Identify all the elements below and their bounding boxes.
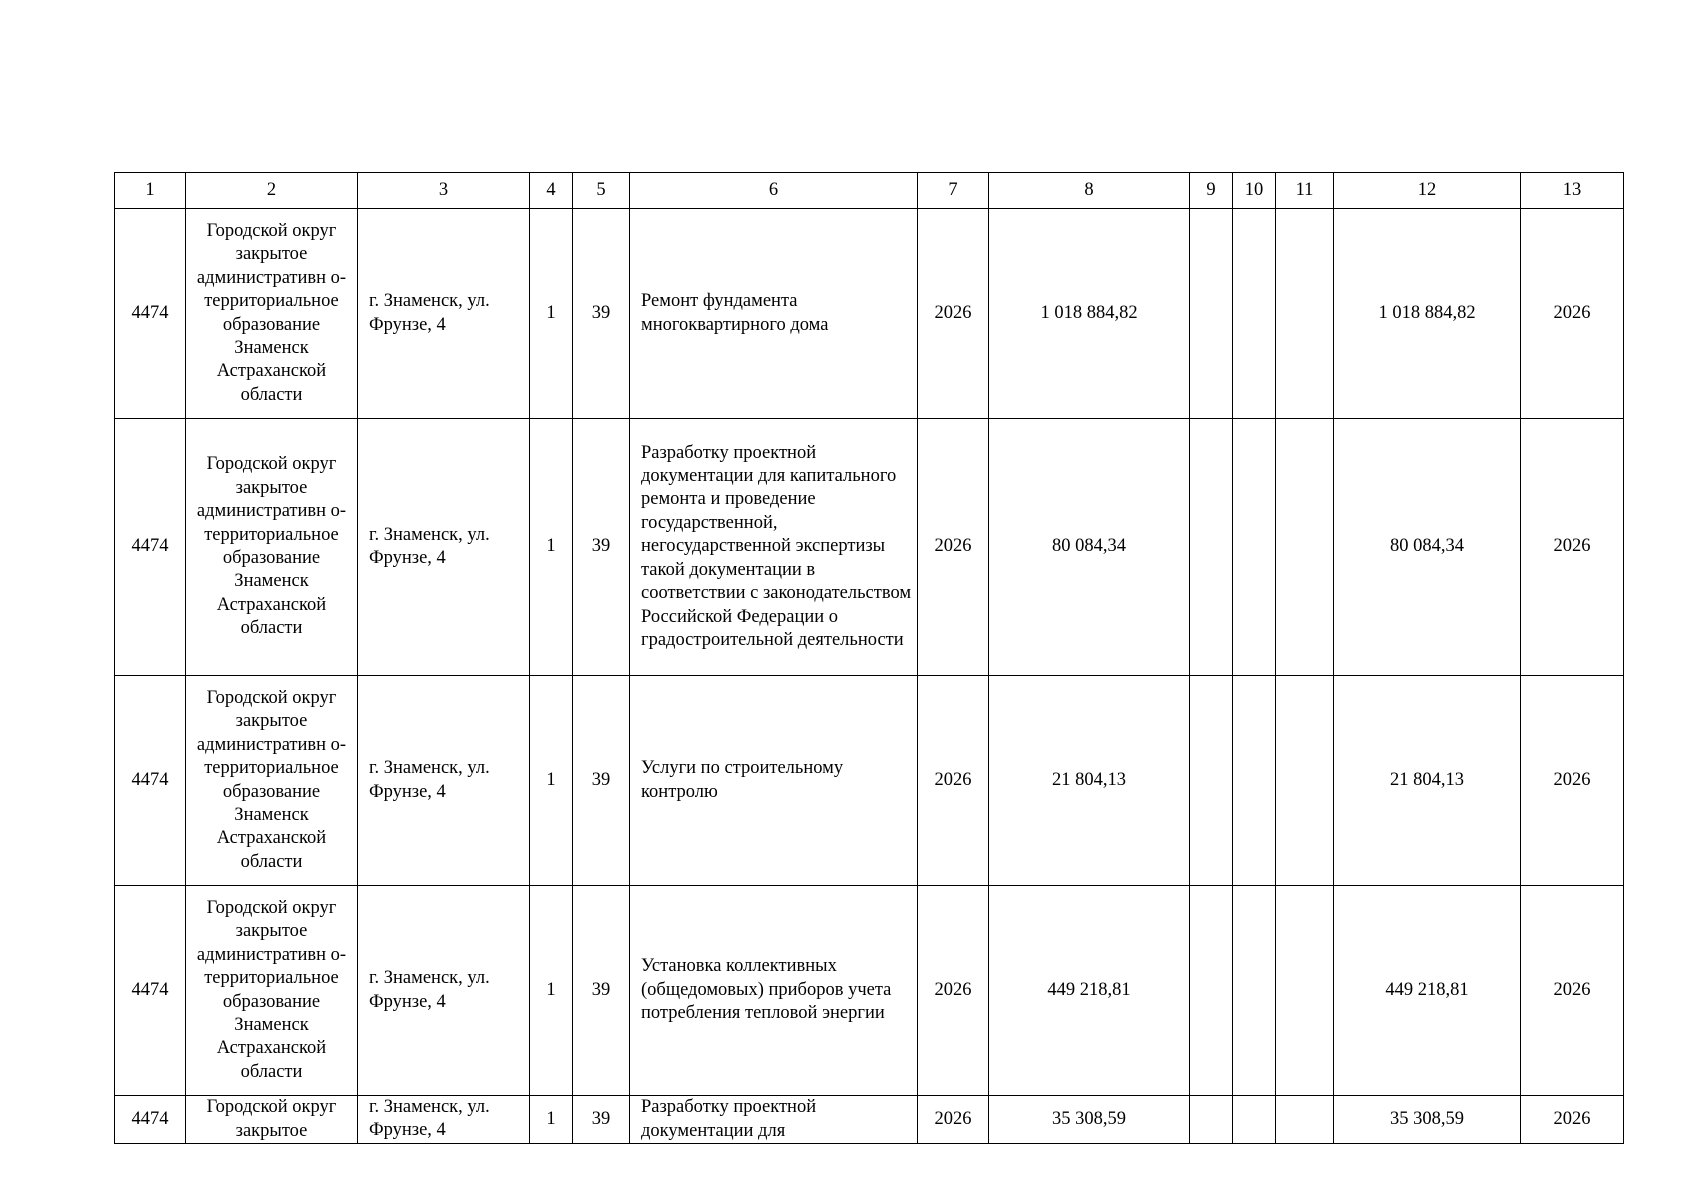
cell-col10 (1233, 209, 1276, 419)
cell-col10 (1233, 676, 1276, 886)
cell-number: 4474 (115, 209, 186, 419)
header-cell: 8 (989, 173, 1190, 209)
cell-total: 449 218,81 (1334, 886, 1521, 1096)
cell-col10 (1233, 1096, 1276, 1144)
cell-municipality: Городской округ закрытое административн о- территориальное образование Знаменск Астраханской области (186, 419, 358, 676)
cell-year: 2026 (918, 1096, 989, 1144)
table-row (115, 1096, 1624, 1144)
cell-year: 2026 (918, 886, 989, 1096)
cell-work-type: Услуги по строительному контролю (630, 676, 918, 886)
header-cell: 7 (918, 173, 989, 209)
cell-col11 (1276, 209, 1334, 419)
cell-col4: 1 (530, 676, 573, 886)
cell-number: 4474 (115, 676, 186, 886)
header-cell: 4 (530, 173, 573, 209)
cell-col5: 39 (573, 886, 630, 1096)
cell-total: 80 084,34 (1334, 419, 1521, 676)
cell-col4: 1 (530, 419, 573, 676)
cell-col5: 39 (573, 676, 630, 886)
cell-col5: 39 (573, 1096, 630, 1144)
cell-col5: 39 (573, 419, 630, 676)
capital-repair-table (114, 172, 1624, 1144)
table-row (115, 886, 1624, 1096)
header-cell: 3 (358, 173, 530, 209)
cell-address: г. Знаменск, ул. Фрунзе, 4 (358, 209, 530, 419)
cell-col4: 1 (530, 1096, 573, 1144)
header-cell: 5 (573, 173, 630, 209)
cell-cost: 449 218,81 (989, 886, 1190, 1096)
cell-municipality: Городской округ закрытое административн о- территориальное образование Знаменск Астраханской области (186, 209, 358, 419)
cell-cost: 35 308,59 (989, 1096, 1190, 1144)
cell-work-type: Ремонт фундамента многоквартирного дома (630, 209, 918, 419)
cell-col11 (1276, 676, 1334, 886)
header-row (115, 173, 1624, 209)
cell-address: г. Знаменск, ул. Фрунзе, 4 (358, 676, 530, 886)
cell-cost: 21 804,13 (989, 676, 1190, 886)
cell-col9 (1190, 209, 1233, 419)
cell-municipality (186, 1096, 358, 1144)
cell-municipality-text: Городской округ закрытое (206, 1097, 337, 1141)
header-cell: 9 (1190, 173, 1233, 209)
header-cell: 6 (630, 173, 918, 209)
cell-number: 4474 (115, 886, 186, 1096)
cell-municipality: Городской округ закрытое административн о- территориальное образование Знаменск Астраханской области (186, 886, 358, 1096)
table-row (115, 209, 1624, 419)
cell-col11 (1276, 419, 1334, 676)
cell-col9 (1190, 676, 1233, 886)
cell-total: 35 308,59 (1334, 1096, 1521, 1144)
cell-col4: 1 (530, 886, 573, 1096)
cell-col10 (1233, 886, 1276, 1096)
cell-work-type: Установка коллективных (общедомовых) приборов учета потребления тепловой энергии (630, 886, 918, 1096)
table-row (115, 676, 1624, 886)
cell-col5: 39 (573, 209, 630, 419)
header-cell: 10 (1233, 173, 1276, 209)
cell-year: 2026 (918, 676, 989, 886)
table-row (115, 419, 1624, 676)
cell-col11 (1276, 886, 1334, 1096)
cell-col9 (1190, 419, 1233, 676)
cell-address: г. Знаменск, ул. Фрунзе, 4 (358, 419, 530, 676)
cell-year-end: 2026 (1521, 1096, 1624, 1144)
cell-work-type-text: Разработку проектной документации для (641, 1097, 817, 1141)
cell-total: 1 018 884,82 (1334, 209, 1521, 419)
cell-year-end: 2026 (1521, 209, 1624, 419)
header-cell: 11 (1276, 173, 1334, 209)
cell-col4: 1 (530, 209, 573, 419)
cell-work-type: Разработку проектной документации для капитального ремонта и проведение государственной, негосударственной экспертизы такой документации в соответствии с законодательством Российской Федерации о градостроительной деятельности (630, 419, 918, 676)
cell-year: 2026 (918, 419, 989, 676)
cell-col11 (1276, 1096, 1334, 1144)
cell-number: 4474 (115, 419, 186, 676)
cell-year: 2026 (918, 209, 989, 419)
cell-cost: 80 084,34 (989, 419, 1190, 676)
cell-total: 21 804,13 (1334, 676, 1521, 886)
cell-number: 4474 (115, 1096, 186, 1144)
cell-cost: 1 018 884,82 (989, 209, 1190, 419)
header-cell: 2 (186, 173, 358, 209)
cell-year-end: 2026 (1521, 886, 1624, 1096)
cell-municipality: Городской округ закрытое административн о- территориальное образование Знаменск Астраханской области (186, 676, 358, 886)
cell-year-end: 2026 (1521, 676, 1624, 886)
cell-work-type (630, 1096, 918, 1144)
header-cell: 12 (1334, 173, 1521, 209)
cell-col9 (1190, 1096, 1233, 1144)
cell-address: г. Знаменск, ул. Фрунзе, 4 (358, 1096, 530, 1144)
header-cell: 1 (115, 173, 186, 209)
header-cell: 13 (1521, 173, 1624, 209)
cell-year-end: 2026 (1521, 419, 1624, 676)
cell-col10 (1233, 419, 1276, 676)
cell-col9 (1190, 886, 1233, 1096)
cell-address: г. Знаменск, ул. Фрунзе, 4 (358, 886, 530, 1096)
